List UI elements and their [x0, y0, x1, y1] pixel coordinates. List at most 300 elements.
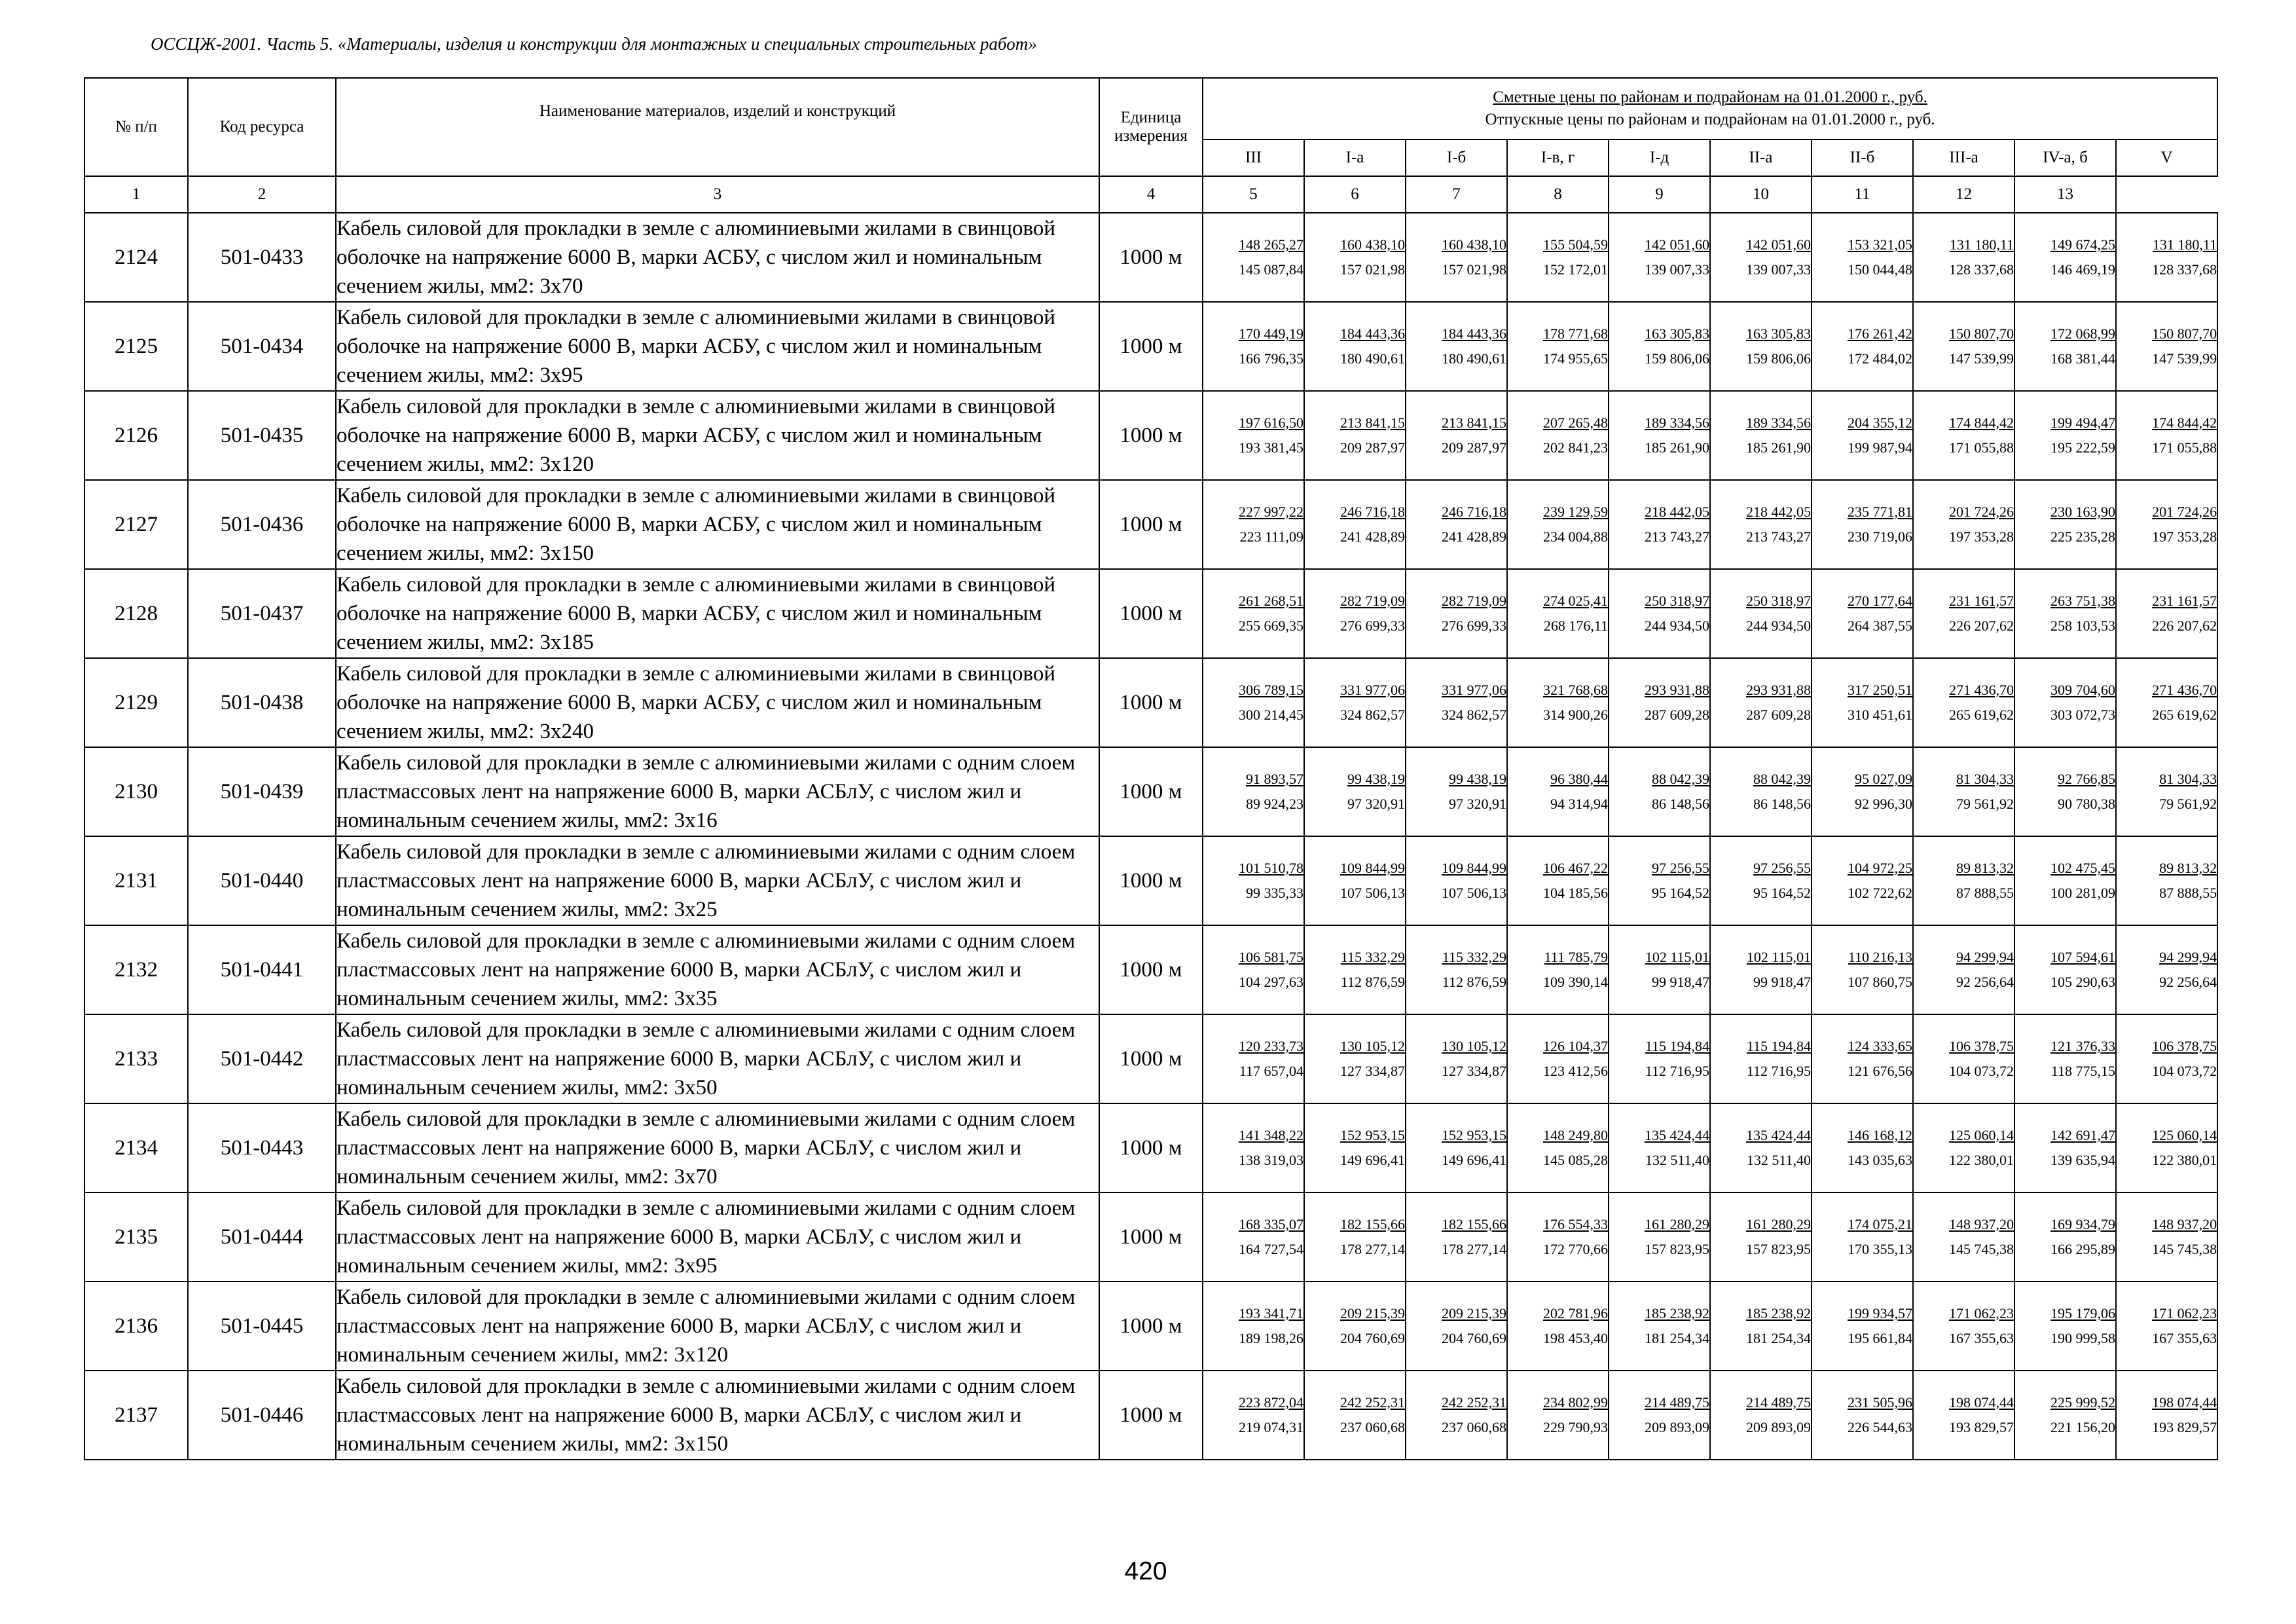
estimated-price: 225 999,52 [2050, 1394, 2115, 1411]
release-price: 145 745,38 [1949, 1241, 2014, 1257]
price-cell [1710, 836, 1812, 925]
price-cell [2116, 569, 2217, 658]
table-row [84, 302, 2217, 391]
price-cell [2116, 1014, 2217, 1103]
release-price: 87 888,55 [2159, 885, 2217, 901]
price-cell [1304, 925, 1406, 1014]
header-region: I-д [1609, 139, 1710, 176]
estimated-price: 321 768,68 [1543, 682, 1608, 698]
price-cell [1203, 1371, 1304, 1460]
price-cell [1710, 480, 1812, 569]
table-row [84, 836, 2217, 925]
price-cell [1507, 302, 1609, 391]
estimated-price: 185 238,92 [1645, 1305, 1709, 1321]
price-cell [1507, 1282, 1609, 1371]
release-price: 213 743,27 [1746, 528, 1811, 545]
release-price: 276 699,33 [1442, 618, 1506, 634]
estimated-price: 104 972,25 [1848, 860, 1912, 876]
price-cell [1406, 569, 1507, 658]
release-price: 193 829,57 [1949, 1419, 2014, 1435]
estimated-price: 94 299,94 [1956, 949, 2014, 965]
price-cell [1609, 1371, 1710, 1460]
estimated-price: 209 215,39 [1442, 1305, 1506, 1321]
estimated-price: 142 691,47 [2050, 1127, 2115, 1143]
material-name: Кабель силовой для прокладки в земле с алюминиевыми жилами в свинцовой оболочке на напряжение 6000 В, марки АСБУ, с числом жил и номинальным сечением жилы, мм2: 3х240 [336, 658, 1099, 747]
estimated-price: 202 781,96 [1543, 1305, 1608, 1321]
unit-of-measure: 1000 м [1099, 1014, 1203, 1103]
price-cell [2014, 1103, 2116, 1192]
column-number: 4 [1099, 176, 1203, 213]
release-price: 225 235,28 [2050, 528, 2115, 545]
estimated-price: 246 716,18 [1442, 504, 1506, 520]
estimated-price: 282 719,09 [1340, 593, 1405, 609]
release-price: 112 876,59 [1442, 974, 1506, 990]
price-cell [1609, 1103, 1710, 1192]
row-number: 2136 [84, 1282, 188, 1371]
estimated-price: 182 155,66 [1340, 1216, 1405, 1232]
release-price: 157 823,95 [1645, 1241, 1709, 1257]
estimated-price: 131 180,11 [1949, 236, 2014, 253]
price-cell [1406, 1371, 1507, 1460]
release-price: 139 007,33 [1645, 261, 1709, 278]
header-no: № п/п [84, 78, 188, 176]
estimated-price: 101 510,78 [1239, 860, 1303, 876]
release-price: 86 148,56 [1652, 796, 1709, 812]
price-cell [1304, 1282, 1406, 1371]
price-cell [1507, 480, 1609, 569]
release-price: 189 198,26 [1239, 1330, 1303, 1346]
release-price: 90 780,38 [2058, 796, 2115, 812]
price-cell [1913, 925, 2014, 1014]
price-cell [1913, 1014, 2014, 1103]
price-cell [1609, 480, 1710, 569]
estimated-price: 155 504,59 [1543, 236, 1608, 253]
estimated-price: 142 051,60 [1645, 236, 1709, 253]
price-cell [1812, 1371, 1913, 1460]
unit-of-measure: 1000 м [1099, 658, 1203, 747]
row-number: 2132 [84, 925, 188, 1014]
column-number: 5 [1203, 176, 1304, 213]
price-cell [1609, 1192, 1710, 1282]
estimated-price: 88 042,39 [1652, 771, 1709, 787]
release-price: 244 934,50 [1645, 618, 1709, 634]
estimated-price: 282 719,09 [1442, 593, 1506, 609]
header-prices [1203, 78, 2217, 139]
price-cell [1304, 1371, 1406, 1460]
estimated-price: 201 724,26 [1949, 504, 2014, 520]
price-cell [1507, 836, 1609, 925]
price-cell [1609, 302, 1710, 391]
estimated-price: 231 505,96 [1848, 1394, 1912, 1411]
estimated-price: 160 438,10 [1442, 236, 1506, 253]
column-number: 6 [1304, 176, 1406, 213]
release-price: 145 085,28 [1543, 1152, 1608, 1168]
resource-code: 501-0444 [188, 1192, 336, 1282]
row-number: 2137 [84, 1371, 188, 1460]
price-cell [1406, 1282, 1507, 1371]
price-cell [1812, 480, 1913, 569]
estimated-price: 111 785,79 [1544, 949, 1608, 965]
release-price: 89 924,23 [1246, 796, 1303, 812]
estimated-price: 102 115,01 [1645, 949, 1709, 965]
price-cell [1812, 391, 1913, 480]
price-cell [2014, 302, 2116, 391]
price-cell [1710, 569, 1812, 658]
price-cell [1609, 925, 1710, 1014]
column-number: 2 [188, 176, 336, 213]
release-price: 145 087,84 [1239, 261, 1303, 278]
release-price: 147 539,99 [2152, 350, 2217, 367]
release-price: 139 007,33 [1746, 261, 1811, 278]
release-price: 159 806,06 [1645, 350, 1709, 367]
price-cell [1406, 925, 1507, 1014]
release-price: 122 380,01 [1949, 1152, 2014, 1168]
estimated-price: 261 268,51 [1239, 593, 1303, 609]
price-cell [1304, 747, 1406, 836]
header-region: IV-а, б [2014, 139, 2116, 176]
price-cell [1203, 213, 1304, 302]
price-cell [1710, 302, 1812, 391]
release-price: 104 073,72 [1949, 1063, 2014, 1079]
column-number: 13 [2014, 176, 2116, 213]
estimated-price: 195 179,06 [2050, 1305, 2115, 1321]
header-region: I-в, г [1507, 139, 1609, 176]
estimated-price: 153 321,05 [1848, 236, 1912, 253]
row-number: 2133 [84, 1014, 188, 1103]
estimated-price: 176 261,42 [1848, 325, 1912, 342]
price-cell [1710, 658, 1812, 747]
release-price: 303 072,73 [2050, 707, 2115, 723]
release-price: 241 428,89 [1442, 528, 1506, 545]
release-price: 213 743,27 [1645, 528, 1709, 545]
estimated-price: 171 062,23 [2152, 1305, 2217, 1321]
price-cell [2014, 480, 2116, 569]
price-cell [2116, 302, 2217, 391]
estimated-price: 235 771,81 [1848, 504, 1912, 520]
estimated-price: 231 161,57 [2152, 593, 2217, 609]
price-cell [1913, 213, 2014, 302]
release-price: 157 021,98 [1442, 261, 1506, 278]
row-number: 2127 [84, 480, 188, 569]
resource-code: 501-0445 [188, 1282, 336, 1371]
estimated-price: 176 554,33 [1543, 1216, 1608, 1232]
estimated-price: 81 304,33 [2159, 771, 2217, 787]
price-cell [2014, 747, 2116, 836]
estimated-price: 131 180,11 [2152, 236, 2217, 253]
release-price: 178 277,14 [1442, 1241, 1506, 1257]
column-number: 10 [1710, 176, 1812, 213]
release-price: 234 004,88 [1543, 528, 1608, 545]
row-number: 2131 [84, 836, 188, 925]
estimated-price: 152 953,15 [1340, 1127, 1405, 1143]
material-name: Кабель силовой для прокладки в земле с алюминиевыми жилами в свинцовой оболочке на напряжение 6000 В, марки АСБУ, с числом жил и номинальным сечением жилы, мм2: 3х185 [336, 569, 1099, 658]
price-cell [1406, 1192, 1507, 1282]
price-cell [1609, 569, 1710, 658]
resource-code: 501-0439 [188, 747, 336, 836]
release-price: 219 074,31 [1239, 1419, 1303, 1435]
release-price: 180 490,61 [1442, 350, 1506, 367]
price-cell [2116, 1371, 2217, 1460]
price-cell [1812, 213, 1913, 302]
estimated-price: 172 068,99 [2050, 325, 2115, 342]
resource-code: 501-0441 [188, 925, 336, 1014]
estimated-price: 89 813,32 [1956, 860, 2014, 876]
price-cell [1203, 1282, 1304, 1371]
unit-of-measure: 1000 м [1099, 1282, 1203, 1371]
estimated-price: 102 115,01 [1746, 949, 1811, 965]
estimated-price: 213 841,15 [1442, 415, 1506, 431]
release-price: 149 696,41 [1340, 1152, 1405, 1168]
release-price: 95 164,52 [1652, 885, 1709, 901]
release-price: 287 609,28 [1746, 707, 1811, 723]
table-row [84, 569, 2217, 658]
price-cell [1203, 836, 1304, 925]
release-price: 178 277,14 [1340, 1241, 1405, 1257]
estimated-price: 331 977,06 [1340, 682, 1405, 698]
price-cell [2014, 836, 2116, 925]
price-cell [1203, 1192, 1304, 1282]
release-price: 79 561,92 [1956, 796, 2014, 812]
header-price-line1: Сметные цены по районам и подрайонам на 01.01.2000 г., руб. [1493, 88, 1927, 106]
price-cell [2014, 213, 2116, 302]
release-price: 92 996,30 [1855, 796, 1912, 812]
column-number: 1 [84, 176, 188, 213]
release-price: 324 862,57 [1340, 707, 1405, 723]
estimated-price: 160 438,10 [1340, 236, 1405, 253]
release-price: 127 334,87 [1442, 1063, 1506, 1079]
price-cell [1710, 1371, 1812, 1460]
estimated-price: 189 334,56 [1645, 415, 1709, 431]
release-price: 226 207,62 [2152, 618, 2217, 634]
release-price: 94 314,94 [1550, 796, 1608, 812]
estimated-price: 250 318,97 [1746, 593, 1811, 609]
estimated-price: 242 252,31 [1340, 1394, 1405, 1411]
price-cell [1203, 747, 1304, 836]
release-price: 128 337,68 [2152, 261, 2217, 278]
price-cell [1710, 1282, 1812, 1371]
table-row [84, 1371, 2217, 1460]
table-row [84, 1192, 2217, 1282]
estimated-price: 227 997,22 [1239, 504, 1303, 520]
estimated-price: 189 334,56 [1746, 415, 1811, 431]
price-cell [1507, 658, 1609, 747]
release-price: 226 207,62 [1949, 618, 2014, 634]
estimated-price: 88 042,39 [1753, 771, 1811, 787]
estimated-price: 115 332,29 [1340, 949, 1405, 965]
price-cell [1710, 925, 1812, 1014]
release-price: 229 790,93 [1543, 1419, 1608, 1435]
resource-code: 501-0435 [188, 391, 336, 480]
column-number: 7 [1406, 176, 1507, 213]
release-price: 209 287,97 [1340, 439, 1405, 456]
release-price: 202 841,23 [1543, 439, 1608, 456]
unit-of-measure: 1000 м [1099, 1371, 1203, 1460]
release-price: 197 353,28 [1949, 528, 2014, 545]
release-price: 221 156,20 [2050, 1419, 2115, 1435]
release-price: 185 261,90 [1645, 439, 1709, 456]
estimated-price: 274 025,41 [1543, 593, 1608, 609]
release-price: 152 172,01 [1543, 261, 1608, 278]
price-cell [1203, 1014, 1304, 1103]
price-cell [1812, 569, 1913, 658]
release-price: 199 987,94 [1848, 439, 1912, 456]
price-cell [1406, 836, 1507, 925]
release-price: 118 775,15 [2050, 1063, 2115, 1079]
price-cell [2014, 925, 2116, 1014]
price-cell [2116, 1192, 2217, 1282]
estimated-price: 130 105,12 [1442, 1038, 1506, 1054]
estimated-price: 89 813,32 [2159, 860, 2217, 876]
resource-code: 501-0443 [188, 1103, 336, 1192]
estimated-price: 214 489,75 [1645, 1394, 1709, 1411]
price-cell [1710, 1192, 1812, 1282]
release-price: 104 185,56 [1543, 885, 1608, 901]
estimated-price: 193 341,71 [1239, 1305, 1303, 1321]
estimated-price: 184 443,36 [1340, 325, 1405, 342]
estimated-price: 102 475,45 [2050, 860, 2115, 876]
release-price: 167 355,63 [2152, 1330, 2217, 1346]
release-price: 100 281,09 [2050, 885, 2115, 901]
release-price: 264 387,55 [1848, 618, 1912, 634]
price-cell [1304, 1103, 1406, 1192]
table-row [84, 1103, 2217, 1192]
material-name: Кабель силовой для прокладки в земле с алюминиевыми жилами с одним слоем пластмассовых лент на напряжение 6000 В, марки АСБлУ, с числом жил и номинальным сечением жилы, мм2: 3х25 [336, 836, 1099, 925]
column-number: 8 [1507, 176, 1609, 213]
release-price: 255 669,35 [1239, 618, 1303, 634]
release-price: 204 760,69 [1340, 1330, 1405, 1346]
release-price: 226 544,63 [1848, 1419, 1912, 1435]
price-cell [1406, 302, 1507, 391]
release-price: 107 506,13 [1340, 885, 1405, 901]
estimated-price: 174 844,42 [2152, 415, 2217, 431]
estimated-price: 201 724,26 [2152, 504, 2217, 520]
estimated-price: 106 581,75 [1239, 949, 1303, 965]
estimated-price: 148 265,27 [1239, 236, 1303, 253]
estimated-price: 97 256,55 [1652, 860, 1709, 876]
price-cell [1304, 836, 1406, 925]
estimated-price: 209 215,39 [1340, 1305, 1405, 1321]
price-cell [1913, 658, 2014, 747]
release-price: 164 727,54 [1239, 1241, 1303, 1257]
price-cell [1913, 836, 2014, 925]
resource-code: 501-0434 [188, 302, 336, 391]
price-cell [1913, 1282, 2014, 1371]
estimated-price: 197 616,50 [1239, 415, 1303, 431]
page-number: 420 [1124, 1557, 1167, 1585]
estimated-price: 199 494,47 [2050, 415, 2115, 431]
price-cell [2014, 569, 2116, 658]
estimated-price: 271 436,70 [1949, 682, 2014, 698]
estimated-price: 207 265,48 [1543, 415, 1608, 431]
estimated-price: 106 378,75 [1949, 1038, 2014, 1054]
estimated-price: 148 249,80 [1543, 1127, 1608, 1143]
price-cell [1507, 1014, 1609, 1103]
release-price: 105 290,63 [2050, 974, 2115, 990]
unit-of-measure: 1000 м [1099, 213, 1203, 302]
price-cell [1304, 1192, 1406, 1282]
estimated-price: 293 931,88 [1645, 682, 1709, 698]
price-cell [1609, 213, 1710, 302]
estimated-price: 174 075,21 [1848, 1216, 1912, 1232]
price-cell [1507, 1103, 1609, 1192]
price-cell [1203, 302, 1304, 391]
release-price: 138 319,03 [1239, 1152, 1303, 1168]
release-price: 167 355,63 [1949, 1330, 2014, 1346]
material-name: Кабель силовой для прокладки в земле с алюминиевыми жилами с одним слоем пластмассовых лент на напряжение 6000 В, марки АСБлУ, с числом жил и номинальным сечением жилы, мм2: 3х16 [336, 747, 1099, 836]
table-row [84, 658, 2217, 747]
price-cell [1304, 658, 1406, 747]
estimated-price: 96 380,44 [1550, 771, 1608, 787]
estimated-price: 198 074,44 [1949, 1394, 2014, 1411]
release-price: 198 453,40 [1543, 1330, 1608, 1346]
release-price: 172 770,66 [1543, 1241, 1608, 1257]
estimated-price: 106 378,75 [2152, 1038, 2217, 1054]
column-number: 12 [1913, 176, 2014, 213]
release-price: 190 999,58 [2050, 1330, 2115, 1346]
estimated-price: 234 802,99 [1543, 1394, 1608, 1411]
header-unit: Единица измерения [1099, 78, 1203, 176]
release-price: 193 381,45 [1239, 439, 1303, 456]
release-price: 180 490,61 [1340, 350, 1405, 367]
release-price: 170 355,13 [1848, 1241, 1912, 1257]
release-price: 92 256,64 [1956, 974, 2014, 990]
resource-code: 501-0436 [188, 480, 336, 569]
estimated-price: 309 704,60 [2050, 682, 2115, 698]
estimated-price: 99 438,19 [1347, 771, 1405, 787]
estimated-price: 184 443,36 [1442, 325, 1506, 342]
price-cell [1812, 925, 1913, 1014]
release-price: 112 876,59 [1340, 974, 1405, 990]
table-row [84, 391, 2217, 480]
release-price: 86 148,56 [1753, 796, 1811, 812]
price-cell [1203, 391, 1304, 480]
estimated-price: 242 252,31 [1442, 1394, 1506, 1411]
release-price: 171 055,88 [2152, 439, 2217, 456]
estimated-price: 125 060,14 [2152, 1127, 2217, 1143]
estimated-price: 230 163,90 [2050, 504, 2115, 520]
estimated-price: 204 355,12 [1848, 415, 1912, 431]
price-cell [2014, 658, 2116, 747]
price-cell [1913, 391, 2014, 480]
release-price: 265 619,62 [1949, 707, 2014, 723]
release-price: 195 222,59 [2050, 439, 2115, 456]
release-price: 132 511,40 [1746, 1152, 1811, 1168]
release-price: 95 164,52 [1753, 885, 1811, 901]
release-price: 112 716,95 [1746, 1063, 1811, 1079]
estimated-price: 124 333,65 [1848, 1038, 1912, 1054]
price-cell [2116, 747, 2217, 836]
price-cell [1203, 658, 1304, 747]
header-region: III-а [1913, 139, 2014, 176]
release-price: 310 451,61 [1848, 707, 1912, 723]
estimated-price: 171 062,23 [1949, 1305, 2014, 1321]
table-row [84, 747, 2217, 836]
estimated-price: 218 442,05 [1746, 504, 1811, 520]
estimated-price: 97 256,55 [1753, 860, 1811, 876]
estimated-price: 239 129,59 [1543, 504, 1608, 520]
price-table [84, 77, 2218, 1460]
estimated-price: 110 216,13 [1848, 949, 1912, 965]
price-cell [1710, 213, 1812, 302]
price-cell [1406, 747, 1507, 836]
unit-of-measure: 1000 м [1099, 836, 1203, 925]
release-price: 104 297,63 [1239, 974, 1303, 990]
release-price: 244 934,50 [1746, 618, 1811, 634]
price-cell [1913, 1103, 2014, 1192]
release-price: 146 469,19 [2050, 261, 2115, 278]
estimated-price: 120 233,73 [1239, 1038, 1303, 1054]
unit-of-measure: 1000 м [1099, 1103, 1203, 1192]
